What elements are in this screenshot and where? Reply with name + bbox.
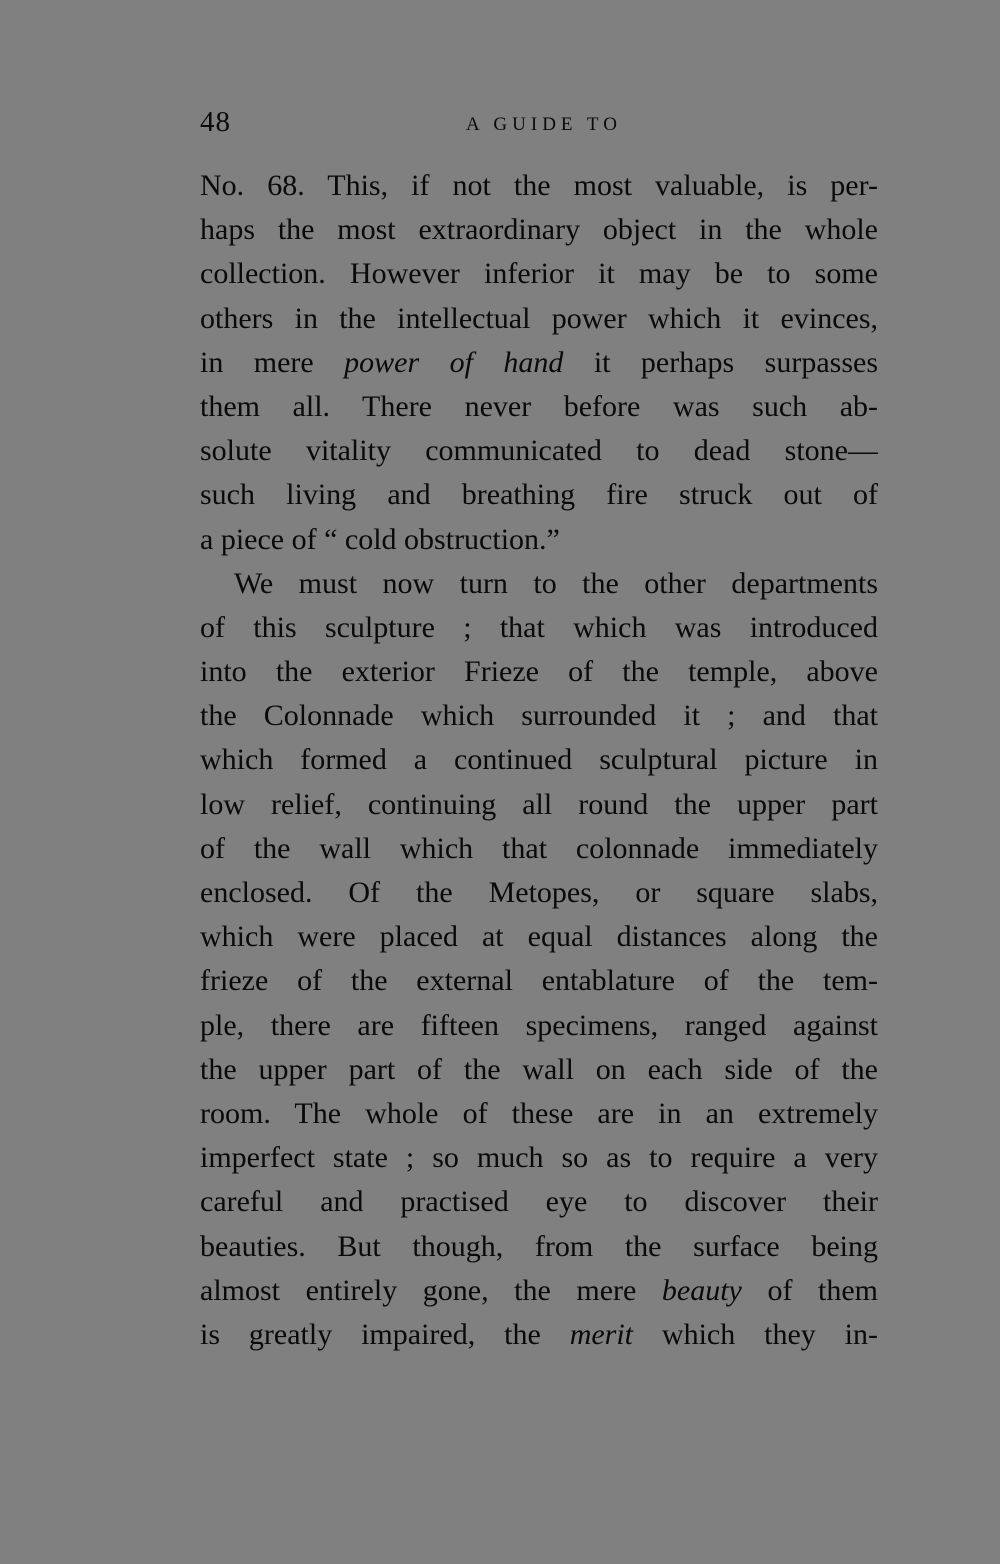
text-line: of this sculpture ; that which was introduced — [200, 610, 878, 644]
text-line: them all. There never before was such ab- — [200, 389, 878, 423]
text-line: such living and breathing fire struck out of — [200, 478, 878, 512]
text-line: is greatly impaired, the merit which they in- — [200, 1317, 878, 1351]
text-line: frieze of the external entablature of the tem- — [200, 964, 878, 998]
body-text — [200, 164, 878, 1357]
text-line: collection. However inferior it may be to some — [200, 257, 878, 291]
text-line: We must now turn to the other departments — [234, 566, 878, 600]
text-line: low relief, continuing all round the upper part — [200, 787, 878, 821]
text-line: others in the intellectual power which it evinces, — [200, 301, 878, 335]
text-line: haps the most extraordinary object in the whole — [200, 213, 878, 247]
text-line: which were placed at equal distances along the — [200, 920, 878, 954]
text-line: solute vitality communicated to dead stone— — [200, 434, 878, 468]
text-line: ple, there are fifteen specimens, ranged against — [200, 1008, 878, 1042]
text-line: almost entirely gone, the mere beauty of them — [200, 1273, 878, 1307]
text-line: of the wall which that colonnade immediately — [200, 831, 878, 865]
text-line: into the exterior Frieze of the temple, above — [200, 655, 878, 689]
page-number: 48 — [200, 106, 231, 138]
text-line: a piece of “ cold obstruction.” — [200, 522, 560, 556]
text-line: the upper part of the wall on each side of the — [200, 1052, 878, 1086]
text-line: room. The whole of these are in an extremely — [200, 1096, 878, 1130]
text-line: enclosed. Of the Metopes, or square slabs, — [200, 876, 878, 909]
running-head — [200, 106, 880, 146]
text-line: in mere power of hand it perhaps surpasses — [200, 345, 878, 379]
text-line: beauties. But though, from the surface being — [200, 1229, 878, 1263]
text-line: No. 68. This, if not the most valuable, is per- — [200, 169, 878, 202]
text-line: imperfect state ; so much so as to require a very — [200, 1141, 878, 1175]
text-line: which formed a continued sculptural picture in — [200, 743, 878, 777]
text-line: the Colonnade which surrounded it ; and that — [200, 699, 878, 733]
running-title: A GUIDE TO — [466, 114, 622, 135]
text-line: careful and practised eye to discover their — [200, 1185, 878, 1219]
